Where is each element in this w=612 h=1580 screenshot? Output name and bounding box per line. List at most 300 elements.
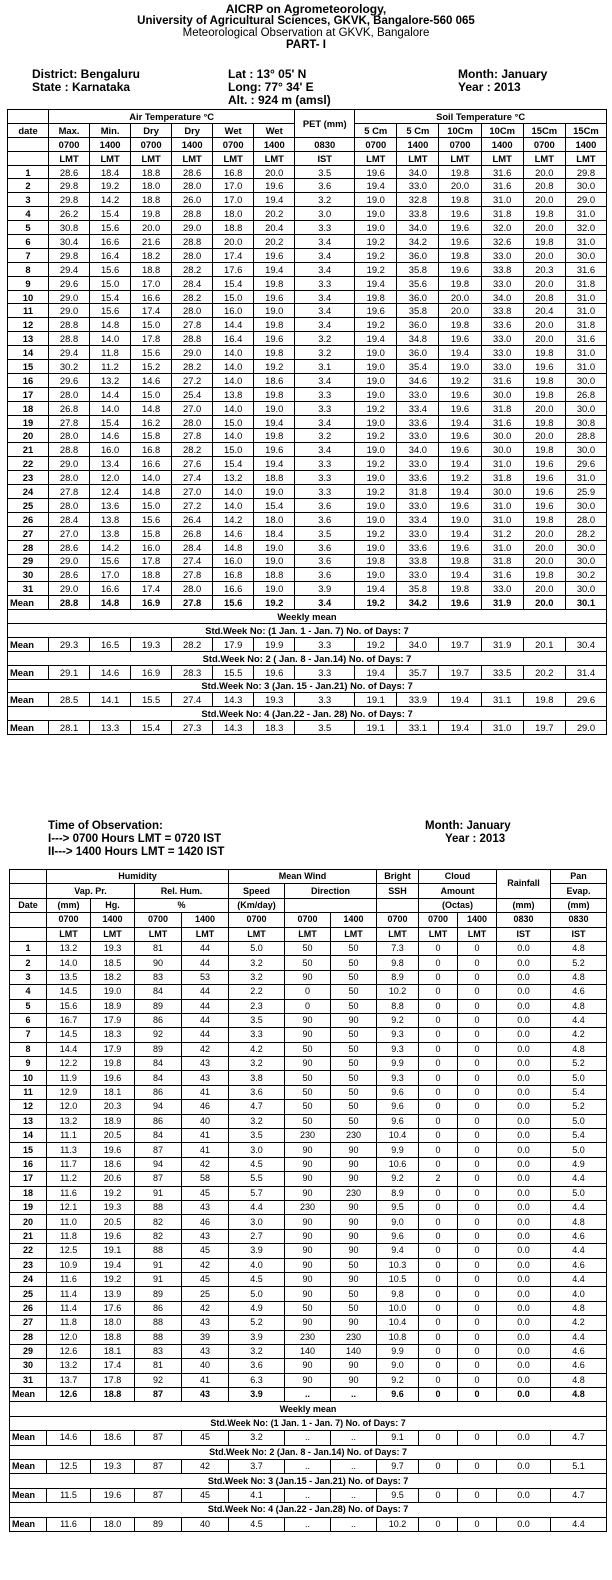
table-cell: 18.0 [91,1316,135,1330]
table-cell: 16.6 [131,457,172,471]
table-cell: 2 [10,956,47,970]
table-cell: 16.2 [131,415,172,429]
section-title: Std.Week No: 2 (Jan. 8 - Jan.14) No. of Days: 7 [10,1445,607,1459]
table-cell: 30.0 [565,554,606,568]
table-cell: 18.5 [91,956,135,970]
table-cell: 0.0 [497,1013,551,1027]
day-row [8,193,607,207]
table-cell: 10 [8,290,49,304]
table-cell: 0700 [355,137,397,151]
table-cell: 33.0 [397,568,439,582]
table-cell: 4.1 [229,1488,285,1502]
table-cell: 42 [182,1157,229,1171]
table-cell: 30.0 [481,429,523,443]
table-cell: 9.2 [377,1013,419,1027]
table-cell: 31.0 [481,193,523,207]
table-cell: 29.4 [49,262,90,276]
table-cell: 45 [182,1431,229,1445]
table-cell: 30.0 [481,443,523,457]
table-cell: 5.2 [551,1100,607,1114]
table-cell: 29.0 [565,721,606,735]
table-cell: 27.8 [172,568,213,582]
table-cell: 19.8 [439,318,481,332]
table-cell: 39 [182,1330,229,1344]
table-cell: 3.3 [295,221,355,235]
table-cell: 3.9 [229,1330,285,1344]
table-cell: 16.0 [213,304,254,318]
table-cell: 19.2 [355,485,397,499]
table-cell: 3.4 [295,596,355,610]
table-cell: 14.6 [213,526,254,540]
table-cell: 42 [182,1301,229,1315]
table-cell: 14.8 [90,596,131,610]
table-cell: 0.0 [497,970,551,984]
table-cell: 0 [419,1085,458,1099]
table-cell: 20.3 [523,262,565,276]
table-cell: 28.4 [172,276,213,290]
table-cell: 33.0 [397,429,439,443]
table-cell: 9.1 [377,1431,419,1445]
table-cell: 33.6 [481,318,523,332]
table-cell: 16.9 [131,596,172,610]
day-row [8,165,607,179]
table-cell: 19.4 [254,193,295,207]
table-cell: 24 [8,485,49,499]
table-cell: 20.6 [91,1172,135,1186]
table-cell: 19.8 [254,318,295,332]
table-cell: 43 [182,1388,229,1402]
table-cell: 0.0 [497,1057,551,1071]
day-row [10,1301,607,1315]
table-cell: 26 [10,1301,47,1315]
table-cell: 0.0 [497,1287,551,1301]
table-cell: 31.8 [565,318,606,332]
day-row [10,1100,607,1114]
table-cell: 19.0 [254,485,295,499]
table-cell: LMT [90,151,131,165]
table-cell: 3.2 [229,1057,285,1071]
table-cell: 20.2 [254,207,295,221]
table-cell: 44 [182,1028,229,1042]
table-cell: 29.6 [49,373,90,387]
table-cell: 230 [285,1330,331,1344]
table-cell: LMT [439,151,481,165]
table-cell: 16.4 [90,248,131,262]
table-cell: 20.3 [91,1100,135,1114]
table-cell: 0 [458,1373,497,1387]
table-cell: 19.8 [523,373,565,387]
table-cell: 86 [135,1114,182,1128]
table-cell: 90 [331,1215,377,1229]
table-cell: 10.9 [47,1258,91,1272]
table-cell: 19.6 [355,304,397,318]
table-cell: 5.7 [229,1186,285,1200]
table-cell: 0 [419,970,458,984]
table-cell: 83 [135,1344,182,1358]
day-row [10,1258,607,1272]
table-cell: 4.5 [229,1157,285,1171]
table-cell: 0 [458,1143,497,1157]
table-cell: 19.6 [523,485,565,499]
table-cell: 28.6 [49,540,90,554]
table-cell: 20.4 [523,304,565,318]
table-cell: 4.4 [229,1200,285,1214]
day-row [10,1028,607,1042]
header-line3: Meteorological Observation at GKVK, Bangalore [182,27,430,39]
table-cell: 28.0 [565,512,606,526]
table-cell: 31.0 [565,346,606,360]
day-row [10,1373,607,1387]
table-cell: 27.8 [49,485,90,499]
table-cell: 4.2 [229,1042,285,1056]
table-cell: 19.6 [523,360,565,374]
table-cell: 90 [331,1373,377,1387]
day-row [8,568,607,582]
table-cell: 19.8 [131,207,172,221]
table-cell: 18 [10,1186,47,1200]
table-cell: 14.8 [90,318,131,332]
section-row [10,1474,607,1488]
section-row [8,610,607,624]
table-cell: 3.2 [229,956,285,970]
table-cell: 11 [10,1085,47,1099]
mean-wind-header: Mean Wind [229,870,377,884]
table-cell: 30.4 [49,235,90,249]
table-cell: 11.0 [47,1215,91,1229]
table-cell: 19.3 [131,637,172,651]
blank-cell [285,898,377,912]
table-cell: 19.0 [439,512,481,526]
table-cell: 9.3 [377,1071,419,1085]
table-cell: 19.4 [254,457,295,471]
vap-pr-header: Vap. Pr. [47,884,135,898]
table-cell: 3.3 [295,471,355,485]
table-cell: 30.0 [565,443,606,457]
table-cell: 87 [135,1172,182,1186]
table-cell: 3.0 [229,1215,285,1229]
table-cell: LMT [565,151,606,165]
table-cell: 3.4 [295,290,355,304]
table-cell: 0700 [377,913,419,927]
table-cell: 0.0 [497,1085,551,1099]
table-cell: 19.6 [439,596,481,610]
table-cell: .. [285,1388,331,1402]
table-cell: 90 [331,1157,377,1171]
table-cell: 3.9 [229,1244,285,1258]
table-cell: 9.5 [377,1200,419,1214]
table-cell: 19.6 [91,1143,135,1157]
table-cell: 28.6 [49,165,90,179]
table-cell: 19.4 [439,346,481,360]
table-cell: 0 [419,1028,458,1042]
table-cell: 28.2 [172,262,213,276]
table-cell: 31.0 [481,512,523,526]
table-cell: 5.2 [229,1316,285,1330]
table-cell: 50 [285,1071,331,1085]
table-cell: 10.0 [377,1301,419,1315]
table-cell: 26 [8,512,49,526]
table-cell: 9.9 [377,1344,419,1358]
table-cell: 0 [458,1028,497,1042]
table-cell: 0700 [523,137,565,151]
table-cell: 0 [458,985,497,999]
table-cell: 0 [458,1388,497,1402]
table-cell: 29.8 [565,165,606,179]
table-cell: 19.2 [355,401,397,415]
table-cell: 14.0 [213,498,254,512]
table-cell: 0 [419,1057,458,1071]
table-cell: 19.8 [439,276,481,290]
table-cell: 0 [419,1287,458,1301]
table-cell: 14.0 [213,429,254,443]
table-cell: 14.3 [213,693,254,707]
table-cell: 18.6 [91,1157,135,1171]
table-cell: 58 [182,1172,229,1186]
table-cell: 28.8 [565,429,606,443]
table-cell: 2 [419,1172,458,1186]
table-cell: 89 [135,1287,182,1301]
table-cell: 44 [182,1013,229,1027]
table-cell: 6.3 [229,1373,285,1387]
table-cell: 0 [458,970,497,984]
table-cell: 8 [10,1042,47,1056]
table-cell: 34.8 [397,332,439,346]
table-cell: 0.0 [497,1431,551,1445]
table-cell: 4.9 [229,1301,285,1315]
blank-cell [10,884,47,898]
table-cell: 0 [419,1359,458,1373]
table-cell: 90 [285,1359,331,1373]
table-cell: 90 [285,970,331,984]
table-cell: 31.8 [481,471,523,485]
table-cell: 28.0 [172,415,213,429]
table-cell: 3.4 [295,235,355,249]
table-cell: 18.1 [91,1085,135,1099]
day-row [10,1129,607,1143]
table-cell: 50 [331,985,377,999]
table-cell: 30.0 [565,373,606,387]
table-cell: 19.0 [355,443,397,457]
table-cell: 29.6 [565,457,606,471]
table-cell: 35.7 [397,665,439,679]
day-row [8,262,607,276]
table-cell: 5.2 [551,956,607,970]
table-cell: 19.6 [439,443,481,457]
table-cell: 0700 [135,913,182,927]
table-cell: 15.0 [90,276,131,290]
table-cell: 43 [182,1316,229,1330]
table-cell: 3.3 [295,485,355,499]
table-cell: 0.0 [497,1330,551,1344]
weekly-mean-row [8,637,607,651]
table-cell: 20 [10,1215,47,1229]
table-cell: 22 [8,457,49,471]
table-cell: 31.8 [397,485,439,499]
table-cell: 13.8 [90,526,131,540]
table-cell: 230 [331,1186,377,1200]
table-cell: Mean [10,1517,47,1531]
table-cell: 6 [8,235,49,249]
direction-header: Direction [285,884,377,898]
time-obs-month: Month: January [425,820,511,832]
table-cell: 0 [419,1215,458,1229]
table-cell: 89 [135,999,182,1013]
table-cell: 31.6 [481,165,523,179]
table-cell: 29 [8,554,49,568]
table-cell: 3.9 [229,1388,285,1402]
table-cell: 3.2 [295,332,355,346]
table-cell: 32.0 [565,221,606,235]
table-cell: 94 [135,1100,182,1114]
table-cell: 0700 [49,137,90,151]
table-cell: 0 [419,1013,458,1027]
table-cell: 81 [135,941,182,955]
table-cell: 18.2 [131,248,172,262]
table-cell: 12.5 [47,1244,91,1258]
table-cell: 0 [419,1114,458,1128]
table-cell: 31.0 [565,207,606,221]
table-cell: 22 [10,1244,47,1258]
table-cell: 28.5 [49,693,90,707]
table-cell: 0 [458,1085,497,1099]
table-cell: 31.0 [565,290,606,304]
table-cell: 19.4 [439,526,481,540]
table-cell: 19.8 [355,554,397,568]
table-cell: 31.0 [481,457,523,471]
col-header: 15Cm [523,123,565,137]
table-cell: 16.8 [131,443,172,457]
table-cell: Mean [10,1431,47,1445]
table-cell: 19.8 [254,346,295,360]
table-cell: 19.8 [439,248,481,262]
table-cell: 19.0 [355,471,397,485]
table-cell: 5 [8,221,49,235]
table-cell: 2.7 [229,1229,285,1243]
table-cell: 28.0 [49,387,90,401]
table-cell: 15.4 [131,721,172,735]
table-cell: 5.4 [551,1129,607,1143]
col-header: Max. [49,123,90,137]
table-cell: 3.5 [295,721,355,735]
table-cell: 20.0 [523,248,565,262]
table-cell: 20.0 [523,596,565,610]
table-cell: 0 [419,1460,458,1474]
table-cell: 27.8 [172,429,213,443]
table-cell: 12.6 [47,1344,91,1358]
table-cell: 0 [419,1200,458,1214]
table-cell: 19.0 [355,221,397,235]
table-cell: 20.0 [439,304,481,318]
table-cell: 18.0 [131,179,172,193]
table-cell: 19.6 [91,1488,135,1502]
table-cell: 19.4 [355,582,397,596]
table-cell: 17 [8,387,49,401]
table-cell: 81 [135,1359,182,1373]
table-cell: 0 [458,1229,497,1243]
table-cell: 14.3 [213,721,254,735]
table-cell: 0 [419,1373,458,1387]
table-cell: 0 [419,1042,458,1056]
humidity-wind-table [9,869,607,1532]
table-cell: 27.0 [49,526,90,540]
table-cell: 5.2 [551,1057,607,1071]
table-cell: 5.0 [229,1287,285,1301]
day-row [10,1359,607,1373]
table-cell: 14.6 [90,429,131,443]
table-cell: 12 [10,1100,47,1114]
table-cell: 31.6 [565,332,606,346]
table-cell: 230 [285,1129,331,1143]
table-cell: 31.8 [481,554,523,568]
table-cell: 40 [182,1517,229,1531]
table-cell: 1400 [458,913,497,927]
table-cell: 10.6 [377,1157,419,1171]
table-cell: 0.0 [497,999,551,1013]
day-row [8,554,607,568]
table-cell: 19.4 [355,665,397,679]
table-cell: 41 [182,1373,229,1387]
day-row [10,985,607,999]
table-cell: 45 [182,1186,229,1200]
day-row [10,1057,607,1071]
col-header: Min. [90,123,131,137]
table-cell: 27.2 [172,498,213,512]
table-cell: 19.8 [523,387,565,401]
table-cell: 11.2 [90,360,131,374]
table-cell: 0 [419,1157,458,1171]
speed-header: Speed [229,884,285,898]
table-cell: 28.8 [49,443,90,457]
table-cell: 31.4 [565,665,606,679]
table-cell: 3.3 [229,1028,285,1042]
table-cell: 25.4 [172,387,213,401]
table-cell: 4.7 [551,1431,607,1445]
table-cell: .. [331,1431,377,1445]
section-row [8,651,607,665]
section-title: Weekly mean [8,610,607,624]
table-cell: 20.0 [213,235,254,249]
table-cell: 12.6 [47,1388,91,1402]
table-cell: 0.0 [497,1244,551,1258]
table-cell: 19.3 [91,941,135,955]
table-cell: 18.3 [254,721,295,735]
table-cell: 20.0 [254,165,295,179]
table-cell: 33.0 [397,457,439,471]
table-cell: 0 [419,1100,458,1114]
table-cell: 33.6 [397,415,439,429]
table-cell: 0.0 [497,1143,551,1157]
table-cell: 4.8 [551,1301,607,1315]
table-cell: 15.4 [90,415,131,429]
table-cell: 17.0 [213,179,254,193]
table-cell: 19.7 [439,665,481,679]
table-cell: 18.8 [131,262,172,276]
table-cell: 42 [182,1258,229,1272]
table-cell: 19.8 [523,235,565,249]
table-cell: 0700 [419,913,458,927]
ssh-header: SSH [377,884,419,898]
table-cell: 17.0 [131,276,172,290]
table-cell: 9.3 [377,1028,419,1042]
table-cell: 14.4 [90,387,131,401]
table-cell: 15.0 [213,415,254,429]
table-cell: 33.0 [481,582,523,596]
table-cell: 19.4 [439,457,481,471]
table-cell: 140 [331,1344,377,1358]
table-cell: 18.3 [91,1028,135,1042]
table-cell: 3.6 [295,554,355,568]
day-row [10,1114,607,1128]
